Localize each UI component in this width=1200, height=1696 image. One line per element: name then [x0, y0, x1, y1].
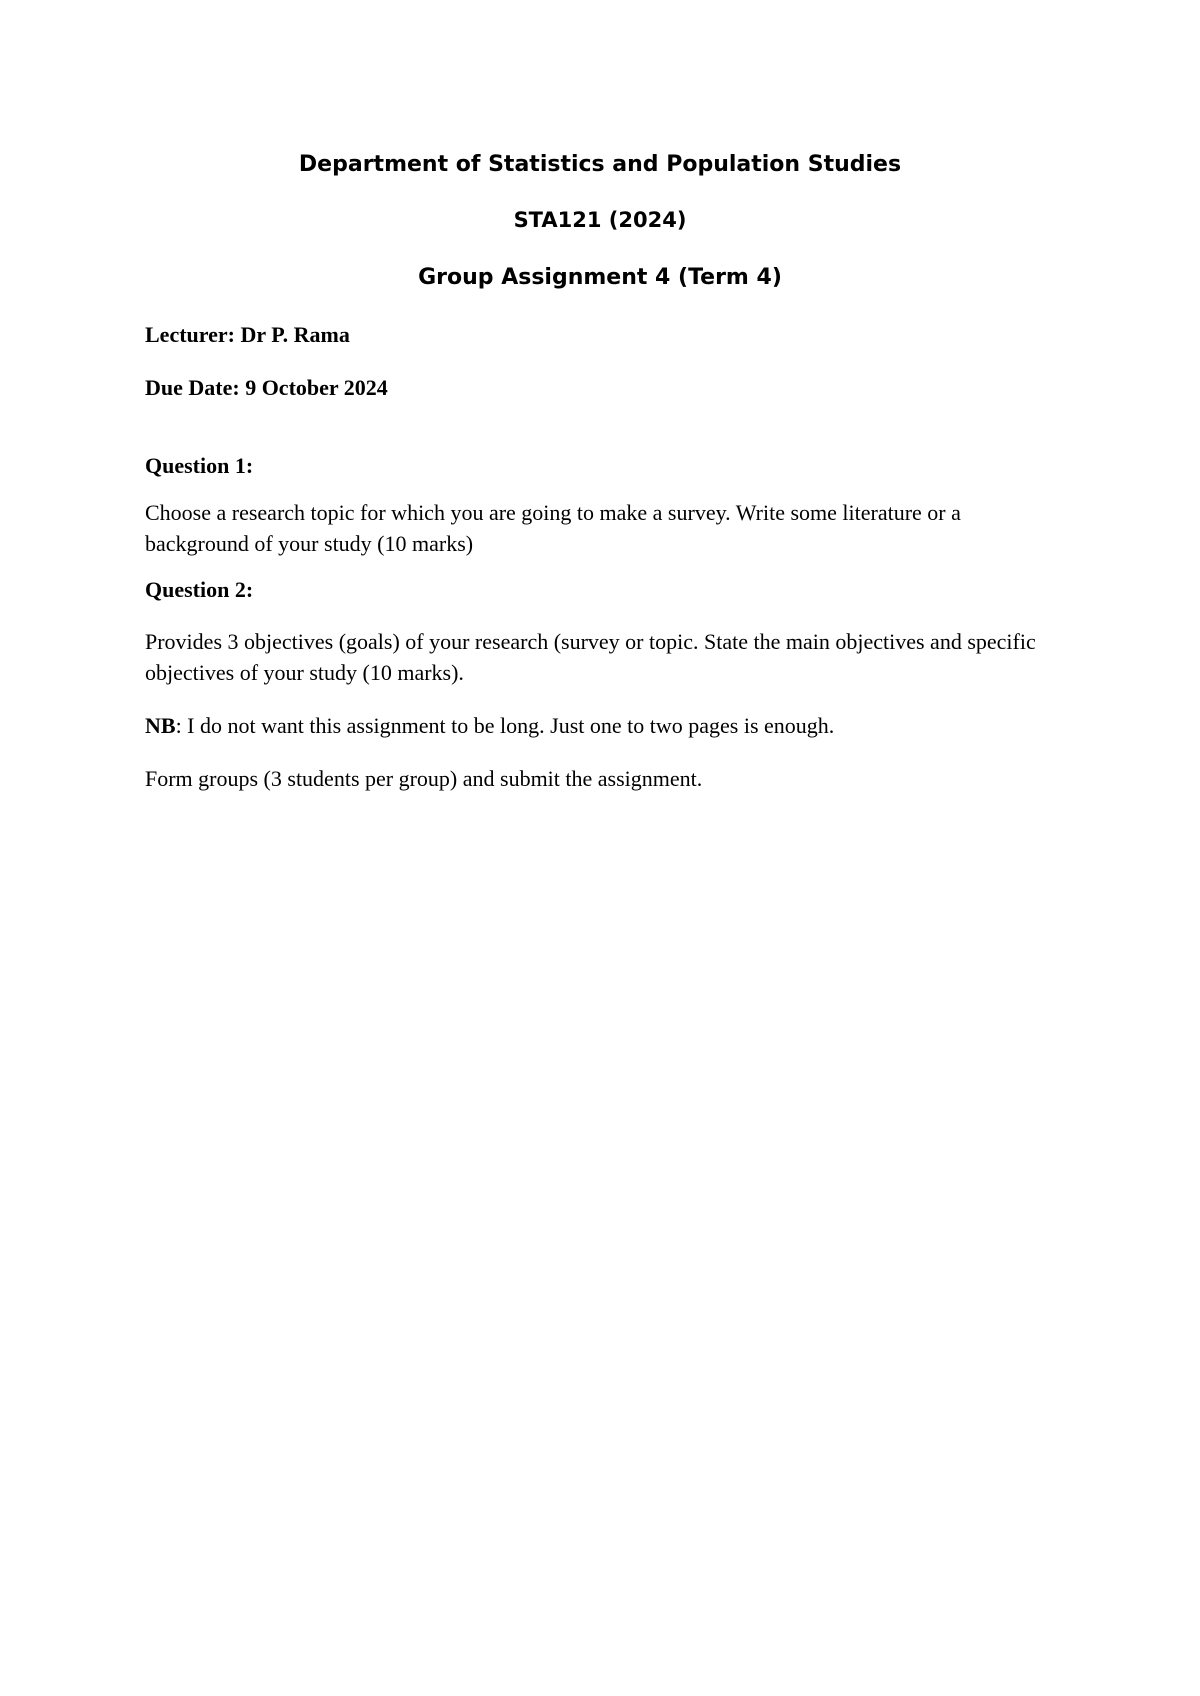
question-1-text: Choose a research topic for which you are going to make a survey. Write some literature or a background of your study (10 marks) — [145, 500, 961, 556]
group-instructions: Form groups (3 students per group) and submit the assignment. — [145, 766, 703, 791]
lecturer-line: Lecturer: Dr P. Rama — [145, 322, 350, 347]
nb-text: : I do not want this assignment to be long. Just one to two pages is enough. — [175, 713, 835, 738]
course-code: STA121 (2024) — [513, 208, 687, 232]
assignment-title: Group Assignment 4 (Term 4) — [418, 265, 782, 290]
nb-label: NB — [145, 713, 176, 738]
question-1-heading: Question 1: — [145, 453, 254, 478]
question-2-heading: Question 2: — [145, 577, 254, 602]
due-date-line: Due Date: 9 October 2024 — [145, 375, 388, 400]
question-2-text: Provides 3 objectives (goals) of your research (survey or topic. State the main objectives and specific objectives of your study (10 marks). — [145, 629, 1036, 685]
nb-note — [145, 710, 1065, 741]
department-heading: Department of Statistics and Population Studies — [298, 152, 902, 177]
